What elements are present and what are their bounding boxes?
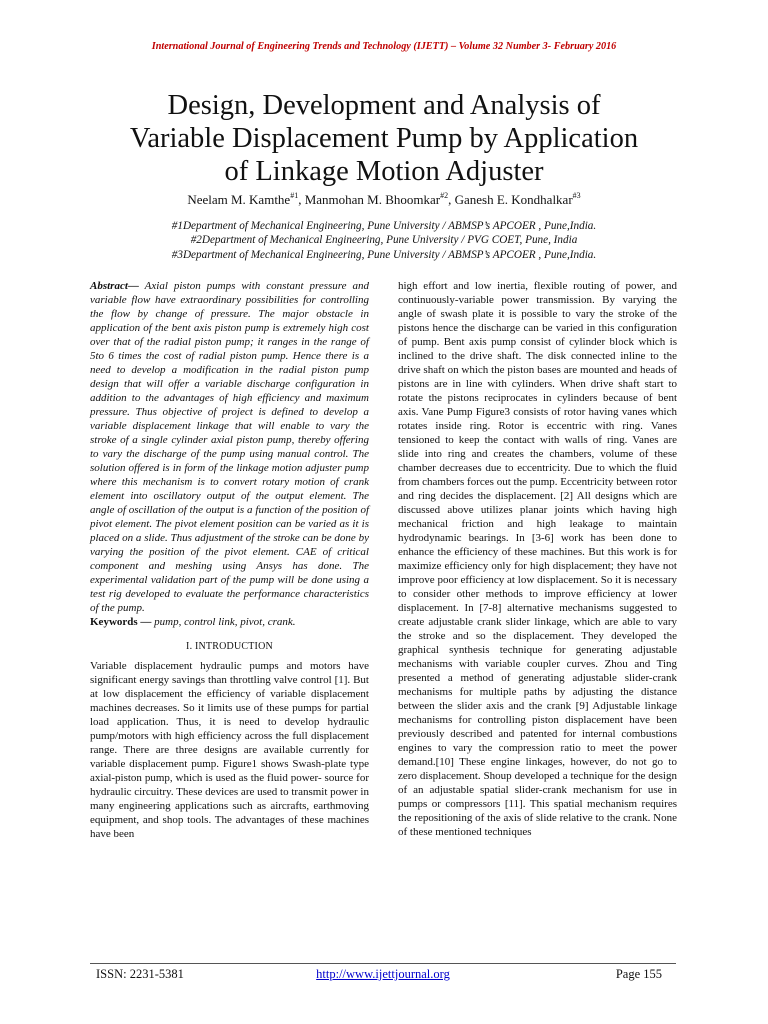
keywords-paragraph xyxy=(90,615,369,629)
keywords-label: Keywords — xyxy=(90,616,152,628)
footer-issn: ISSN: 2231-5381 xyxy=(96,967,184,981)
author-separator: , xyxy=(298,192,305,207)
affiliation: #3Department of Mechanical Engineering, Pune University / ABMSP’s APCOER , Pune,India. xyxy=(171,248,597,261)
section-heading-introduction: I. INTRODUCTION xyxy=(186,641,273,652)
footer-journal-link[interactable]: http://www.ijettjournal.org xyxy=(316,967,450,981)
right-column-paragraph: high effort and low inertia, flexible routing of power, and continuously-variable power transmission. By varying the angle of swash plate it is possible to vary the stroke of the pistons hence the discharge can be varied in this configuration of pump. Bent axis pump consist of cylinder block which is inclined to the drive shaft. The disk connected inline to the drive shaft on which the piston bases are mounted and heads of pistons are in line with cylinders. When drive shaft start to rotate the pistons reciprocates in cylinders because of bent axis. Vane Pump Figure3 consists of rotor having vanes which rotates inside ring. Rotor is eccentric with ring. Vanes tensioned to keep the contact with walls of ring. Vanes are slide into ring and creates the chambers, volume of these chamber decreases due to eccentricity. Due to which the fluid from chambers forces out the pump. Eccentricity between rotor and ring decides the displacement. [2] All designs which are discussed above utilizes planar joints which having high mechanical friction and high leakage to maintain hydrodynamic bearings. In [3-6] work has been done to enhance the efficiency of these machines. But this work is for maximize efficiency only for high displacement; they have not improve poor efficiency at low displacement. So it is necessary to consider other methods to improve efficiency at lower displacement. In [7-8] alternative mechanisms suggested to create adjustable crank slider linkage, which are able to vary the stroke and so the displacement. They developed the graphical synthesis technique for generating adjustable mechanisms with variable coupler curves. Zhou and Ting presented a method of generating adjustable slider-crank mechanisms for multiple paths by adjusting the distance between the slider axis and the crank [9] Adjustable linkage mechanisms for controlling piston displacement have been previously described and patented for internal combustions engines to vary the compression ratio to meet the power demand.[10] These engine linkages, however, do not go to zero displacement. Shoup developed a technique for the design of an adjustable spatial slider-crank mechanism for use in pumps or compressors [11]. This spatial mechanism requires the repositioning of the axis of slide relative to the crank. None of these mentioned techniques xyxy=(398,280,677,838)
author-name: Manmohan M. Bhoomkar xyxy=(304,192,441,207)
paper-title xyxy=(60,89,708,188)
abstract-text: Axial piston pumps with constant pressure and variable flow have extraordinary possibilities for controlling the flow by change of pressure. The major obstacle in application of the bent axis piston pump is extremely high cost over that of the radial piston pump; it ranges in the range of 5to 6 times the cost of radial piston pump. Hence there is a need to develop a modification in the radial piston pump design that will offer a variable discharge configuration in addition to the advantages of high efficiency and maximum pressure. Thus objective of project is defined to develop a variable displacement linkage that will enable to vary the stroke of a single cylinder axial piston pump, thereby offering to vary the discharge of the pump using manual control. The solution offered is in form of the linkage motion adjuster pump where this mechanism is to convert rotary motion of crank element into oscillatory output of the output element. The angle of oscillation of the output is a function of the position of pivot element. The pivot element position can be varied as it is placed on a slide. Thus adjustment of the stroke can be done by varying the position of the pivot element. CAE of critical component and meshing using Ansys has done. The experimental validation part of the pump will be done using a test rig developed to evaluate the performance characteristics of the pump. xyxy=(90,280,369,614)
author-name: Neelam M. Kamthe xyxy=(187,192,291,207)
footer-page-number: Page 155 xyxy=(615,967,662,981)
author-separator: , xyxy=(448,192,455,207)
affiliation: #1Department of Mechanical Engineering, Pune University / ABMSP’s APCOER , Pune,India. xyxy=(171,220,597,232)
title-line-3: of Linkage Motion Adjuster xyxy=(224,156,544,187)
right-column xyxy=(398,279,677,839)
affiliation: #2Department of Mechanical Engineering, Pune University / PVG COET, Pune, India xyxy=(190,234,578,247)
abstract-paragraph xyxy=(90,279,369,615)
abstract-label: Abstract— xyxy=(90,280,139,292)
author-list xyxy=(0,192,768,208)
affiliation-list xyxy=(0,219,768,262)
title-line-1: Design, Development and Analysis of xyxy=(167,90,601,121)
left-column xyxy=(90,279,369,841)
keywords-text: pump, control link, pivot, crank. xyxy=(151,616,296,628)
author-mark: #3 xyxy=(572,191,581,200)
author-mark: #1 xyxy=(290,191,299,200)
introduction-paragraph: Variable displacement hydraulic pumps and motors have significant energy savings than throttling valve control [1]. But at low displacement the efficiency of variable displacement machines decreases. So it limits use of these pumps for partial load application. Thus, it is need to develop hydraulic pump/motors with high efficiency across the full displacement range. There are three designs are available currently for variable displacement pump. Figure1 shows Swash-plate type axial-piston pump, which is used as the fluid power- source for hydraulic circuitry. These devices are used to transmit power in many engineering applications such as aircrafts, earthmoving equipment, and shop tools. The advantages of these machines have been xyxy=(90,660,369,840)
page-footer xyxy=(90,963,676,980)
author-mark: #2 xyxy=(440,191,449,200)
title-line-2: Variable Displacement Pump by Application xyxy=(129,123,639,154)
author-name: Ganesh E. Kondhalkar xyxy=(454,192,573,207)
journal-header: International Journal of Engineering Trends and Technology (IJETT) – Volume 32 Number 3- February 2016 xyxy=(151,41,617,52)
